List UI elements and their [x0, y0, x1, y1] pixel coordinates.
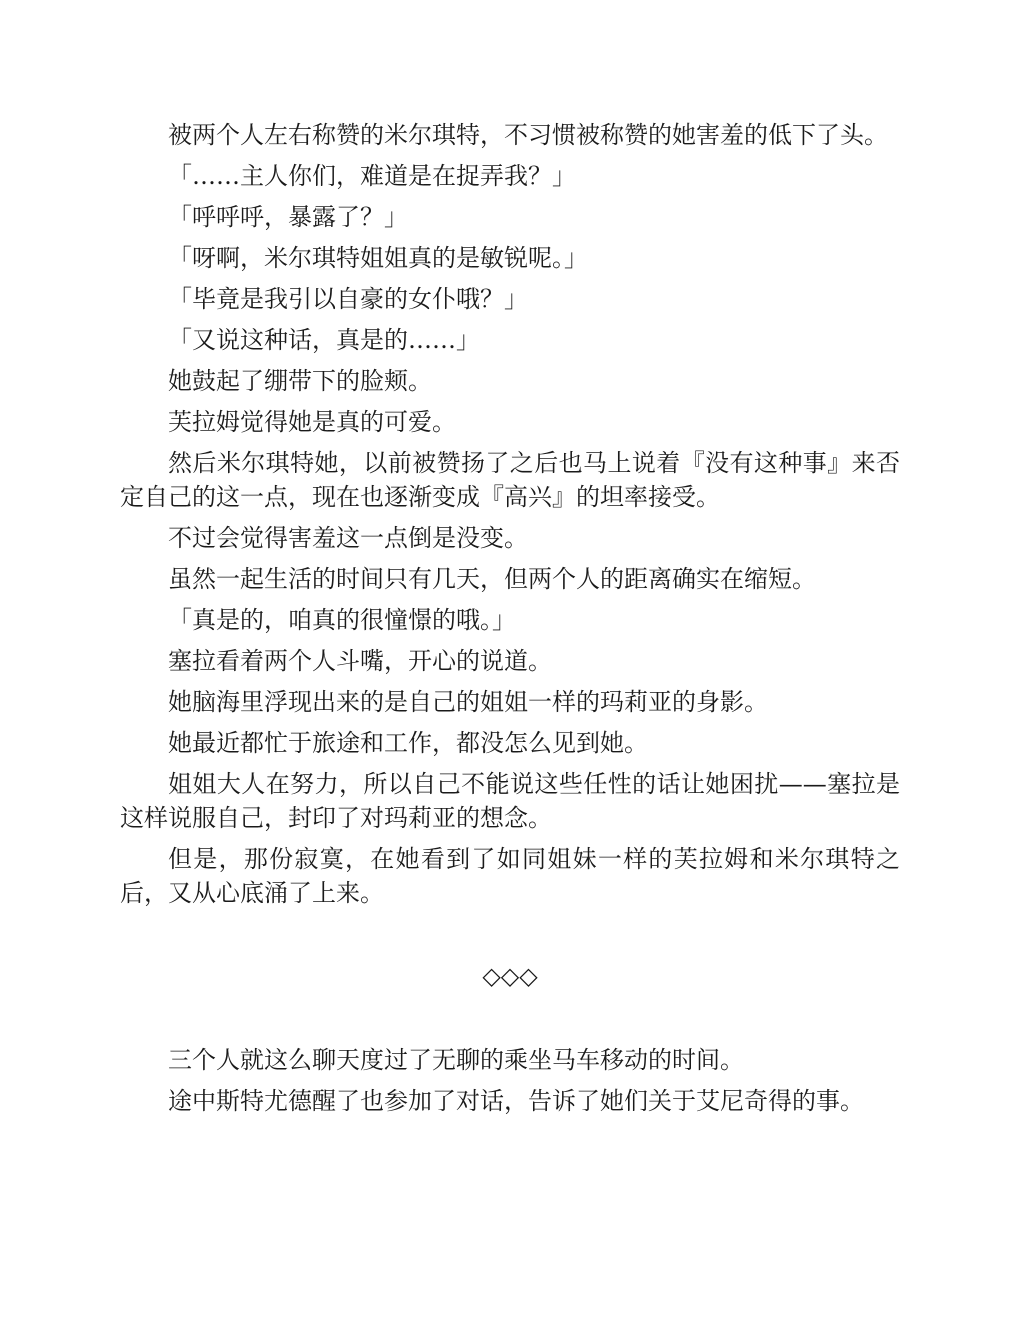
paragraph: 她最近都忙于旅途和工作，都没怎么见到她。 — [168, 729, 648, 757]
paragraph: 然后米尔琪特她，以前被赞扬了之后也马上说着『没有这种事』来否定自己的这一点，现在也逐渐变成『高兴』的坦率接受。 — [120, 449, 900, 511]
paragraph: 她鼓起了绷带下的脸颊。 — [168, 367, 432, 395]
paragraph: 被两个人左右称赞的米尔琪特，不习惯被称赞的她害羞的低下了头。 — [168, 121, 888, 149]
paragraph: 三个人就这么聊天度过了无聊的乘坐马车移动的时间。 — [168, 1046, 744, 1074]
paragraph: 她脑海里浮现出来的是自己的姐姐一样的玛莉亚的身影。 — [168, 688, 768, 716]
paragraph: 但是，那份寂寞，在她看到了如同姐妹一样的芙拉姆和米尔琪特之后，又从心底涌了上来。 — [120, 845, 900, 907]
paragraph: 芙拉姆觉得她是真的可爱。 — [168, 408, 456, 436]
dialogue-paragraph: 「……主人你们，难道是在捉弄我？」 — [168, 162, 576, 190]
dialogue-paragraph: 「呼呼呼，暴露了？」 — [168, 203, 408, 231]
dialogue-paragraph: 「又说这种话，真是的……」 — [168, 326, 480, 354]
dialogue-paragraph: 「毕竟是我引以自豪的女仆哦？」 — [168, 285, 528, 313]
scene-separator: ◇◇◇ — [482, 962, 538, 990]
paragraph: 途中斯特尤德醒了也参加了对话，告诉了她们关于艾尼奇得的事。 — [168, 1087, 864, 1115]
paragraph: 姐姐大人在努力，所以自己不能说这些任性的话让她困扰——塞拉是这样说服自己，封印了对玛莉亚的想念。 — [120, 770, 900, 832]
body-text-after — [120, 1043, 900, 1118]
dialogue-paragraph: 「呀啊，米尔琪特姐姐真的是敏锐呢。」 — [168, 244, 588, 272]
dialogue-paragraph: 「真是的，咱真的很憧憬的哦。」 — [168, 606, 516, 634]
paragraph: 塞拉看着两个人斗嘴，开心的说道。 — [168, 647, 552, 675]
paragraph: 不过会觉得害羞这一点倒是没变。 — [168, 524, 528, 552]
body-text-before — [120, 118, 900, 910]
document-page — [120, 118, 900, 1118]
paragraph: 虽然一起生活的时间只有几天，但两个人的距离确实在缩短。 — [168, 565, 816, 593]
